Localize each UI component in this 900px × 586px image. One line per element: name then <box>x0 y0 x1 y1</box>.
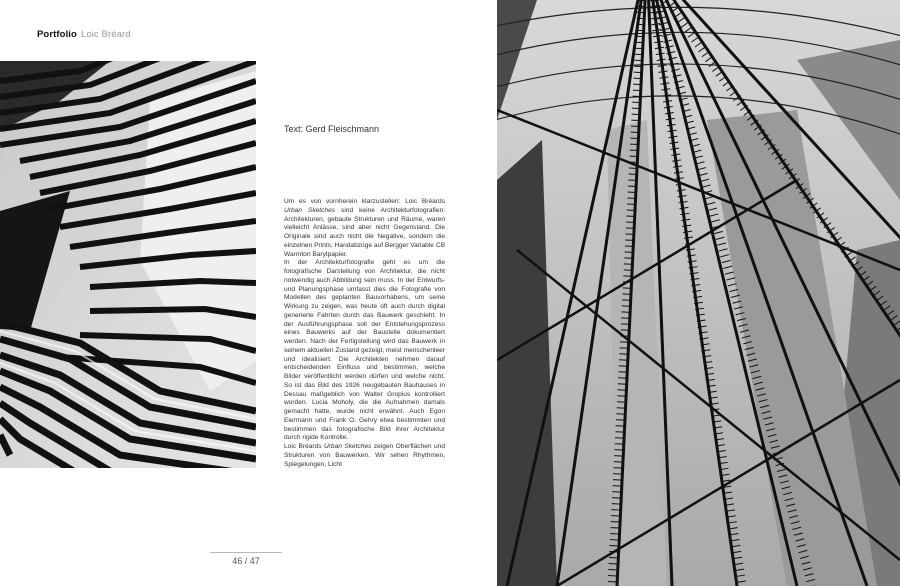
running-head <box>37 29 131 40</box>
author-name: Loic Bréard <box>80 29 131 40</box>
paragraph-1: Um es von vornherein klarzustellen: Loic Bréards Urban Sketches sind keine Architekturfotografien: Architekturen, gebaute Strukturen und Räume, waren vielleicht Anlässe, sind aber nicht Gegenstand. Die Originale sind auch nicht die Negative, sondern die einzelnen Prints, Handabzüge auf Bergger Variable CB Warmton Barytpapier. <box>284 198 445 258</box>
section-label: Portfolio <box>37 29 77 40</box>
text-credit: Text: Gerd Fleischmann <box>284 124 380 134</box>
paragraph-2: In der Architekturfotografie geht es um die fotografische Darstellung von Architektur, die nicht notwendig auch Abbildung sein muss. In der Entwurfs- und Planungsphase umfasst dies die Fotografie von Modellen des geplanten Bauvorhabens, um seine Wirkung zu zeigen, was heute oft auch durch digital generierte Fahrten durch das Bauwerk geschieht. In der Ausführungsphase soll der Entstehungsprozess eines Bauwerks auf der Baustelle dokumentiert werden. Nach der Fertigstellung wird das Bauwerk in seinem aktuellen Zustand gezeigt, meist menschenleer und idealisiert. Die Architekten nehmen darauf entscheidenden Einfluss und bestimmen, welche Bilder veröffentlicht werden dürfen und welche nicht. So ist das Bild des 1926 neugebauten Bauhauses in Dessau maßgeblich von Walter Gropius kontrolliert worden. Lucia Moholy, die die Aufnahmen damals gemacht hatte, wurde nicht erwähnt. Auch Egon Eiermann und Frank O. Gehry etwa bestimmten und bestimmen das fotografische Bild ihrer Architektur durch rigide Kontrolle. <box>284 259 445 442</box>
page-numbers: 46 / 47 <box>232 556 260 566</box>
photo-tent-roof <box>497 0 900 586</box>
photo-striped-facade <box>0 61 256 468</box>
paragraph-3: Loic Bréards Urban Sketches zeigen Oberflächen und Strukturen von Bauwerken. Wir sehen Rhythmen, Spiegelungen, Licht <box>284 443 445 468</box>
folio-rule <box>210 552 282 553</box>
article-body <box>284 198 445 469</box>
